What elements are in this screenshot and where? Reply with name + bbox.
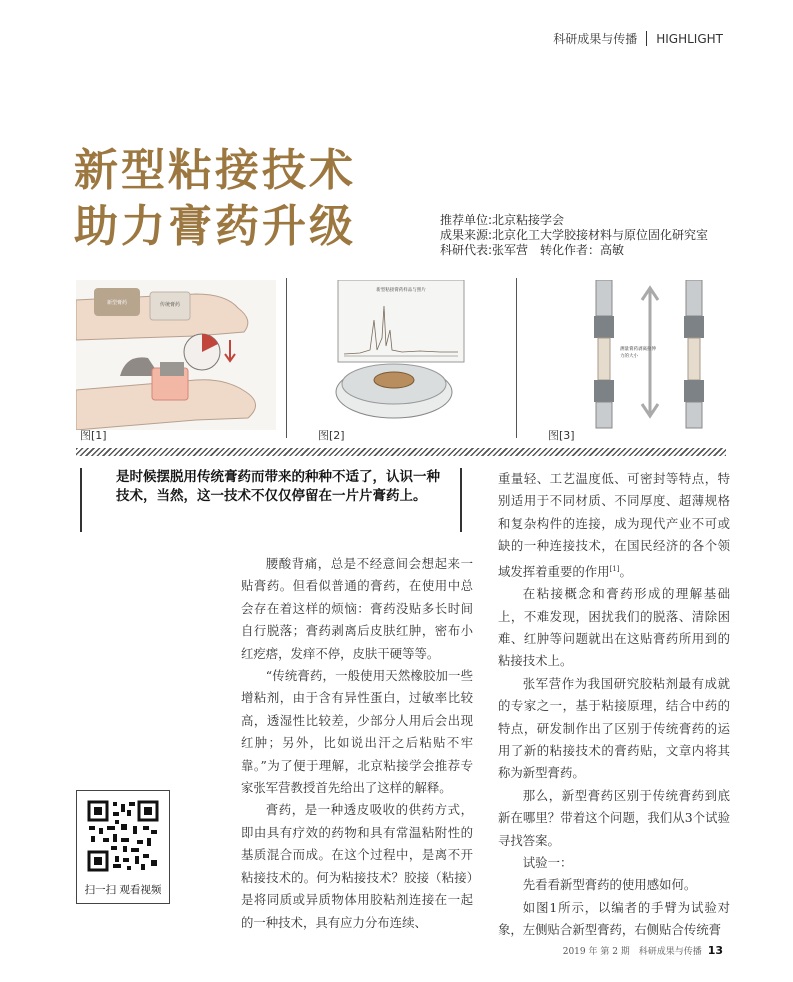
body-column-right	[498, 468, 730, 942]
figure-2-label: 图[2]	[318, 429, 345, 442]
figure-2-sample-chromatogram	[330, 280, 466, 440]
figure-3-label: 图[3]	[548, 429, 575, 442]
body-paragraph: 膏药，是一种透皮吸收的供药方式，即由具有疗效的药物和具有常温粘附性的基质混合而成。在这个过程中，是离不开粘接技术的。何为粘接技术？胶接（粘接）是将同质或异质物体用胶粘剂连接在一起的一种技术，具有应力分布连续、	[241, 802, 473, 930]
article-meta	[440, 213, 708, 258]
body-paragraph: 先看看新型膏药的使用感如何。	[522, 877, 697, 893]
section-rule	[76, 448, 726, 456]
fig3-note-1: 测量膏药剥离拉伸	[620, 347, 656, 352]
page-number: 13	[707, 944, 723, 957]
fig1-old-label: 传统膏药	[159, 302, 181, 308]
lead-paragraph: 是时候摆脱用传统膏药而带来的种种不适了，认识一种技术，当然，这一技术不仅仅停留在一片片膏药上。	[80, 468, 462, 532]
fig3-note-2: 力的大小	[620, 354, 638, 359]
body-column-left	[241, 553, 473, 934]
figure-divider	[286, 278, 287, 438]
figure-3-tensile-test	[590, 280, 726, 440]
continued-text-end: 。	[619, 563, 632, 579]
qr-caption: 扫一扫 观看视频	[84, 884, 162, 896]
body-paragraph: 腰酸背痛，总是不经意间会想起来一贴膏药。但看似普通的膏药，在使用中总会存在着这样的烦恼：膏药没贴多长时间自行脱落；膏药剥离后皮肤红肿，密布小红疙瘩，发痒不停，皮肤干硬等等。	[241, 556, 473, 661]
header-divider	[646, 31, 647, 46]
body-paragraph: 在粘接概念和膏药形成的理解基础上，不难发现，困扰我们的脱落、清除困难、红肿等问题就出在这贴膏药所用到的粘接技术上。	[498, 586, 730, 669]
section-name: 科研成果与传播	[553, 32, 638, 46]
body-paragraph: 张军营作为我国研究胶粘剂最有成就的专家之一，基于粘接原理，结合中药的特点，研发制作出了区别于传统膏药的运用了新的粘接技术的膏药贴，文章内将其称为新型膏药。	[498, 675, 730, 781]
fig2-chart-title: 新型粘接膏药样品与照片	[376, 288, 426, 293]
issue-info: 2019 年 第 2 期 科研成果与传播	[562, 947, 702, 957]
continued-text: 重量轻、工艺温度低、可密封等特点，特别适用于不同材质、不同厚度、超薄规格和复杂构件的连接，成为现代产业不可或缺的一种连接技术，在国民经济的各个领域发挥着重要的作用	[498, 471, 730, 579]
video-qr-box[interactable]	[76, 790, 170, 904]
section-label: HIGHLIGHT	[656, 31, 723, 46]
title-line-2: 助力膏药升级	[74, 201, 356, 252]
fig1-new-label: 新型膏药	[106, 300, 128, 306]
result-source: 成果来源:北京化工大学胶接材料与原位固化研究室	[440, 228, 709, 242]
recommender: 推荐单位:北京粘接学会	[440, 213, 565, 227]
representative: 科研代表:张军营 转化作者：高敏	[440, 243, 625, 257]
qr-code-icon[interactable]	[87, 800, 159, 872]
figure-1-label: 图[1]	[80, 429, 107, 442]
figure-1-arm-patches	[76, 280, 276, 440]
body-paragraph: 试验一：	[522, 855, 573, 871]
page-footer	[563, 944, 723, 957]
body-paragraph: “传统膏药，一般使用天然橡胶加一些增粘剂，由于含有异性蛋白，过敏率比较高，透湿性比较差，少部分人用后会出现红肿；另外，比如说出汗之后粘贴不牢靠。”为了便于理解，北京粘接学会推荐专家张军营教授首先给出了这样的解释。	[241, 668, 473, 796]
title-line-1: 新型粘接技术	[74, 145, 356, 196]
figure-divider	[516, 278, 517, 438]
reference-marker: [1]	[609, 564, 620, 573]
body-paragraph-continued	[498, 468, 730, 583]
body-paragraph: 如图1所示，以编者的手臂为试验对象，左侧贴合新型膏药，右侧贴合传统膏	[498, 899, 730, 938]
body-paragraph: 那么，新型膏药区别于传统膏药到底新在哪里？带着这个问题，我们从3个试验寻找答案。	[498, 787, 730, 848]
running-header	[553, 30, 723, 47]
article-title	[74, 143, 356, 255]
